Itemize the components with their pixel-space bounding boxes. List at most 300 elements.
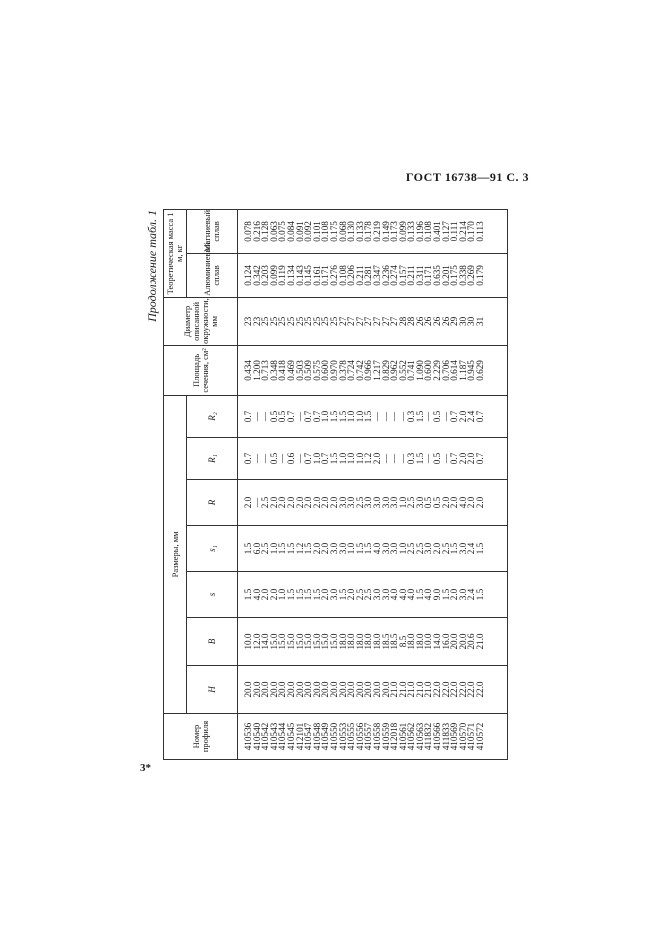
table-cell: 18.0 — [346, 633, 357, 650]
table-cell: 29 — [449, 316, 460, 327]
column-H — [244, 667, 485, 712]
table-cell: 410559 — [380, 722, 391, 751]
table-cell: 0.108 — [423, 221, 434, 242]
table-cell: 0.133 — [406, 221, 417, 242]
table-cell: 0.276 — [328, 265, 339, 286]
table-cell: 0.348 — [268, 360, 279, 381]
table-cell: 410566 — [432, 722, 443, 751]
table-cell: 20.0 — [260, 681, 271, 698]
header-profile: Номер профиля — [164, 714, 238, 760]
table-cell: — — [251, 497, 262, 508]
table-cell: 20.0 — [320, 681, 331, 698]
table-cell: — — [260, 453, 271, 464]
table-cell: 27 — [354, 316, 365, 327]
table-cell: 30 — [457, 316, 468, 327]
table-cell: 1.0 — [337, 452, 348, 465]
table-cell: 18.5 — [389, 633, 400, 650]
column-diameter — [244, 299, 485, 344]
table-cell: 1.5 — [475, 542, 486, 555]
table-cell: 3.0 — [423, 542, 434, 555]
table-cell: 25 — [268, 316, 279, 327]
table-cell: 27 — [346, 316, 357, 327]
table-cell: 0.175 — [328, 221, 339, 242]
table-cell: 1.5 — [363, 410, 374, 423]
table-cell: 31 — [475, 316, 486, 327]
table-cell: 26 — [440, 316, 451, 327]
table-cell: 20.0 — [268, 681, 279, 698]
table-cell: 1.0 — [346, 452, 357, 465]
table-cell: 2.0 — [285, 496, 296, 509]
table-cell: 0.629 — [475, 360, 486, 381]
table-cell: 0.099 — [268, 265, 279, 286]
table-cell: 0.274 — [389, 265, 400, 286]
column-profile — [244, 715, 485, 758]
table-cell: 0.113 — [475, 221, 486, 242]
table-cell: 3.0 — [328, 588, 339, 601]
table-cell: 2.0 — [320, 496, 331, 509]
table-cell: 2.0 — [260, 588, 271, 601]
table-cell: 412101 — [294, 722, 305, 751]
table-cell: 2.5 — [354, 588, 365, 601]
table-cell: 0.509 — [303, 360, 314, 381]
table-cell: 2.0 — [320, 588, 331, 601]
column-s — [244, 573, 485, 616]
table-cell: 15.0 — [311, 633, 322, 650]
table-cell: 2.0 — [311, 542, 322, 555]
table-cell: 2.0 — [466, 452, 477, 465]
table-cell: 0.108 — [320, 221, 331, 242]
table-cell: 1.5 — [243, 542, 253, 555]
table-cell: 3.0 — [337, 496, 348, 509]
table-cell: 1.5 — [303, 542, 314, 555]
table-cell: 410542 — [260, 722, 271, 751]
table-cell: 22.0 — [466, 681, 477, 698]
table-caption: Продолжение табл. 1 — [145, 210, 159, 322]
table-cell: 2.4 — [466, 542, 477, 555]
table-cell: 18.0 — [354, 633, 365, 650]
table-cell: — — [440, 453, 451, 464]
table-cell: 15.0 — [294, 633, 305, 650]
table-cell: 0.5 — [432, 496, 443, 509]
table-cell: 0.203 — [260, 265, 271, 286]
table-cell: 0.7 — [243, 410, 253, 423]
table-cell: 0.119 — [277, 265, 288, 286]
table-cell: 23 — [243, 316, 253, 327]
table-cell: 410547 — [303, 722, 314, 751]
table-cell: 1.5 — [414, 452, 425, 465]
table-cell: 3.0 — [380, 496, 391, 509]
table-cell: 0.7 — [303, 410, 314, 423]
table-cell: 20.0 — [251, 681, 262, 698]
table-cell: 20.0 — [337, 681, 348, 698]
table-cell: 2.0 — [449, 496, 460, 509]
table-cell: 0.111 — [449, 221, 460, 242]
table-cell: 1.5 — [449, 542, 460, 555]
table-cell: 0.600 — [320, 360, 331, 381]
table-cell: 2.5 — [440, 542, 451, 555]
table-cell: 1.5 — [354, 542, 365, 555]
table-cell: 2.0 — [440, 496, 451, 509]
table-cell: 15.0 — [285, 633, 296, 650]
table-cell: 2.4 — [466, 410, 477, 423]
table-cell: 22.0 — [475, 681, 486, 698]
table-cell: 2.0 — [432, 542, 443, 555]
table-cell: 1.2 — [294, 542, 305, 555]
header-R: R — [187, 480, 238, 526]
table-cell: 1.5 — [303, 588, 314, 601]
table-cell: 0.201 — [440, 265, 451, 286]
table-cell: 0.401 — [432, 221, 443, 242]
table-cell: 26 — [432, 316, 443, 327]
table-cell: 3.0 — [371, 496, 382, 509]
header-mass: Теоретическая масса 1 м, кг — [164, 209, 187, 297]
table-cell: 0.7 — [311, 410, 322, 423]
table-cell: — — [251, 411, 262, 422]
table-cell: 410544 — [277, 722, 288, 751]
table-cell: 1.2 — [363, 452, 374, 465]
table-cell: — — [294, 411, 305, 422]
column-area — [244, 347, 485, 394]
table-cell: 0.552 — [397, 360, 408, 381]
table-cell: 25 — [328, 316, 339, 327]
table-cell: 410569 — [449, 722, 460, 751]
table-cell: 0.211 — [406, 265, 417, 286]
table-cell: — — [251, 453, 262, 464]
table-cell: 4.0 — [423, 588, 434, 601]
table-cell: 410572 — [475, 722, 486, 751]
table-cell: — — [294, 453, 305, 464]
table-cell: 0.124 — [243, 265, 253, 286]
table-cell: 0.127 — [440, 221, 451, 242]
table-cell: — — [380, 453, 391, 464]
table-cell: 0.5 — [432, 452, 443, 465]
table-cell: 2.5 — [354, 496, 365, 509]
table-cell: 20.0 — [311, 681, 322, 698]
table-cell: 3.0 — [389, 542, 400, 555]
table-cell: 0.829 — [380, 360, 391, 381]
table-cell: 1.5 — [243, 588, 253, 601]
table-cell: 0.145 — [303, 265, 314, 286]
table-cell: 0.216 — [251, 221, 262, 242]
table-cell: 18.5 — [380, 633, 391, 650]
table-cell: 16.0 — [440, 633, 451, 650]
table-cell: 0.713 — [260, 360, 271, 381]
column-R2 — [244, 397, 485, 436]
table-cell: 2.0 — [449, 588, 460, 601]
table-cell: 0.418 — [277, 360, 288, 381]
table-cell: 410555 — [346, 722, 357, 751]
table-cell: 3.0 — [363, 496, 374, 509]
table-cell: 2.0 — [243, 496, 253, 509]
header-s1: s₁ — [187, 526, 238, 572]
table-cell: 1.5 — [277, 542, 288, 555]
table-cell: 27 — [389, 316, 400, 327]
table-cell: 2.0 — [457, 410, 468, 423]
table-cell: 0.7 — [449, 452, 460, 465]
table-cell: 27 — [363, 316, 374, 327]
table-cell: 410561 — [397, 722, 408, 751]
table-cell: 2.4 — [466, 588, 477, 601]
table-cell: 0.5 — [268, 452, 279, 465]
table-cell: 0.171 — [423, 265, 434, 286]
table-cell: 14.0 — [260, 633, 271, 650]
table-cell: 4.0 — [389, 588, 400, 601]
table-cell: 0.962 — [389, 360, 400, 381]
table-cell: 0.5 — [432, 410, 443, 423]
table-cell: 0.945 — [466, 360, 477, 381]
table-cell: — — [440, 411, 451, 422]
table-cell: 3.0 — [337, 542, 348, 555]
table-cell: 21.0 — [423, 681, 434, 698]
header-H: H — [187, 666, 238, 714]
table-cell: — — [389, 411, 400, 422]
table-cell: 0.078 — [243, 221, 253, 242]
table-cell: 3.0 — [371, 588, 382, 601]
table-cell: 0.3 — [406, 410, 417, 423]
table-cell: 410570 — [457, 722, 468, 751]
table-cell: 20.0 — [243, 681, 253, 698]
header-aluminum: Алюминиевый сплав — [187, 253, 238, 297]
column-magnesium — [244, 211, 485, 252]
table-cell: 0.075 — [277, 221, 288, 242]
table-cell: 411832 — [423, 722, 434, 751]
column-s1 — [244, 527, 485, 570]
table-cell: — — [371, 411, 382, 422]
table-cell: 25 — [294, 316, 305, 327]
header-dimensions: Размеры, мм — [164, 395, 187, 713]
table-cell: 9.0 — [432, 588, 443, 601]
table-cell: 20.0 — [277, 681, 288, 698]
table-cell: 0.635 — [432, 265, 443, 286]
column-aluminum — [244, 255, 485, 296]
table-cell: 26 — [414, 316, 425, 327]
table-cell: 20.0 — [303, 681, 314, 698]
table-cell: 20.0 — [457, 633, 468, 650]
table-cell: 8.5 — [397, 635, 408, 648]
table-cell: 0.7 — [303, 452, 314, 465]
table-cell: 22.0 — [432, 681, 443, 698]
table-cell: 3.0 — [380, 542, 391, 555]
table-cell: 0.171 — [320, 265, 331, 286]
table-cell: 0.236 — [380, 265, 391, 286]
table-cell: 1.0 — [397, 542, 408, 555]
table-cell: 28 — [397, 316, 408, 327]
table-cell: 1.0 — [268, 542, 279, 555]
table-cell: 0.378 — [337, 360, 348, 381]
table-cell: 20.0 — [354, 681, 365, 698]
table-cell: 1.5 — [328, 452, 339, 465]
table-cell: 1.0 — [354, 410, 365, 423]
table-cell: 0.742 — [354, 360, 365, 381]
table-cell: 0.091 — [294, 221, 305, 242]
table-cell: 18.0 — [406, 633, 417, 650]
table-cell: 20.0 — [363, 681, 374, 698]
table-cell: 0.219 — [371, 221, 382, 242]
table-cell: 3.0 — [328, 542, 339, 555]
table-cell: 1.0 — [354, 452, 365, 465]
table-cell: 411833 — [440, 722, 451, 751]
table-cell: 410545 — [285, 722, 296, 751]
table-cell: 0.970 — [328, 360, 339, 381]
table-cell: 2.5 — [363, 588, 374, 601]
table-cell: 2.5 — [260, 542, 271, 555]
table-cell: 1.0 — [397, 496, 408, 509]
table-cell: 2.0 — [268, 496, 279, 509]
table-cell: 0.063 — [268, 221, 279, 242]
table-cell: 20.0 — [328, 681, 339, 698]
table-cell: 20.0 — [294, 681, 305, 698]
table-cell: 10.0 — [423, 633, 434, 650]
table-cell: 0.7 — [243, 452, 253, 465]
table-cell: 0.099 — [397, 221, 408, 242]
table-cell: 0.434 — [243, 360, 253, 381]
table-cell: 1.5 — [285, 542, 296, 555]
table-cell: 10.0 — [243, 633, 253, 650]
table-cell: 4.0 — [397, 588, 408, 601]
table-cell: 0.092 — [303, 221, 314, 242]
table-cell: 1.5 — [475, 588, 486, 601]
table-cell: 1.187 — [457, 360, 468, 381]
table-cell: — — [423, 453, 434, 464]
table-cell: 0.178 — [363, 221, 374, 242]
table-cell: 2.0 — [457, 452, 468, 465]
table-cell: 1.5 — [294, 588, 305, 601]
table-cell: 1.217 — [371, 360, 382, 381]
table-cell: 0.7 — [475, 410, 486, 423]
table-cell: 1.5 — [414, 588, 425, 601]
table-cell: 20.6 — [466, 633, 477, 650]
table-cell: 0.281 — [363, 265, 374, 286]
table-cell: 4.0 — [371, 542, 382, 555]
table-cell: 412018 — [389, 722, 400, 751]
table-cell: 3.0 — [457, 542, 468, 555]
table-cell: 2.0 — [371, 452, 382, 465]
table-cell: 0.214 — [457, 221, 468, 242]
table-cell: 1.5 — [414, 410, 425, 423]
table-cell: 410558 — [371, 722, 382, 751]
table-cell: 2.0 — [268, 588, 279, 601]
table-cell: 0.338 — [457, 265, 468, 286]
column-B — [244, 619, 485, 664]
table-cell: 2.0 — [466, 496, 477, 509]
table-cell: 410557 — [363, 722, 374, 751]
table-cell: 15.0 — [303, 633, 314, 650]
table-cell: 0.084 — [285, 221, 296, 242]
table-cell: — — [260, 411, 271, 422]
table-cell: 2.229 — [432, 360, 443, 381]
table-cell: 2.0 — [303, 496, 314, 509]
table-cell: 1.0 — [277, 588, 288, 601]
table-cell: 3.0 — [380, 588, 391, 601]
table-cell: 1.5 — [328, 410, 339, 423]
table-cell: 3.0 — [346, 496, 357, 509]
table-cell: 0.342 — [251, 265, 262, 286]
table-cell: 410550 — [328, 722, 339, 751]
table-cell: 0.3 — [406, 452, 417, 465]
table-cell: 410563 — [414, 722, 425, 751]
table-cell: 15.0 — [268, 633, 279, 650]
table-cell: 2.0 — [320, 542, 331, 555]
table-cell: 18.0 — [371, 633, 382, 650]
table-cell: 18.0 — [337, 633, 348, 650]
header-magnesium: Магниевый сплав — [187, 209, 238, 253]
table-cell: 22.0 — [440, 681, 451, 698]
rotated-table-block — [143, 210, 508, 760]
header-area: Площадь сечения, см² — [164, 345, 238, 395]
table-cell: 0.173 — [389, 221, 400, 242]
table-cell: 28 — [406, 316, 417, 327]
table-cell: 0.503 — [294, 360, 305, 381]
table-cell: 1.5 — [337, 410, 348, 423]
table-cell: 0.6 — [285, 452, 296, 465]
table-cell: 22.0 — [457, 681, 468, 698]
table-cell: 2.0 — [328, 496, 339, 509]
header-R1: R₁ — [187, 438, 238, 480]
table-cell: 2.0 — [311, 496, 322, 509]
header-B: B — [187, 618, 238, 666]
table-cell: 15.0 — [277, 633, 288, 650]
table-cell: 27 — [337, 316, 348, 327]
table-cell: 0.130 — [346, 221, 357, 242]
table-cell: 20.0 — [346, 681, 357, 698]
table-cell: 20.0 — [285, 681, 296, 698]
table-cell: 0.724 — [346, 360, 357, 381]
table-cell: 3.0 — [389, 496, 400, 509]
table-cell: 0.741 — [406, 360, 417, 381]
table-cell: 25 — [303, 316, 314, 327]
table-cell: 14.0 — [432, 633, 443, 650]
table-cell: 1.0 — [311, 452, 322, 465]
table-cell: 1.0 — [320, 410, 331, 423]
table-cell: 21.0 — [414, 681, 425, 698]
table-cell: 27 — [371, 316, 382, 327]
table-cell: — — [277, 453, 288, 464]
table-cell: 1.5 — [311, 588, 322, 601]
table-cell: 0.311 — [414, 265, 425, 286]
table-cell: 0.143 — [294, 265, 305, 286]
table-cell: — — [389, 453, 400, 464]
table-cell: 3.0 — [414, 496, 425, 509]
table-cell: 4.0 — [251, 588, 262, 601]
table-cell: 410536 — [243, 722, 253, 751]
table-cell: 1.5 — [363, 542, 374, 555]
table-cell: 4.0 — [457, 496, 468, 509]
table-cell: 2.5 — [406, 542, 417, 555]
table-cell: 30 — [466, 316, 477, 327]
table-cell: 2.0 — [475, 496, 486, 509]
table-cell: 1.0 — [346, 542, 357, 555]
table-cell: 410543 — [268, 722, 279, 751]
table-cell: 0.196 — [414, 221, 425, 242]
table-cell: 23 — [251, 316, 262, 327]
table-cell: 25 — [311, 316, 322, 327]
table-cell: 2.5 — [260, 496, 271, 509]
table-cell: 0.614 — [449, 360, 460, 381]
table-cell: 0.966 — [363, 360, 374, 381]
table-cell: 25 — [277, 316, 288, 327]
table-cell: 0.269 — [466, 265, 477, 286]
table-cell: 0.149 — [380, 221, 391, 242]
table-cell: 25 — [285, 316, 296, 327]
table-cell: 0.206 — [346, 265, 357, 286]
table-cell: 3.0 — [457, 588, 468, 601]
table-cell: — — [397, 453, 408, 464]
table-body-row — [238, 209, 508, 759]
table-cell: — — [423, 411, 434, 422]
table-cell: 0.469 — [285, 360, 296, 381]
table-cell: 22.0 — [449, 681, 460, 698]
page-header: ГОСТ 16738—91 С. 3 — [405, 170, 529, 184]
